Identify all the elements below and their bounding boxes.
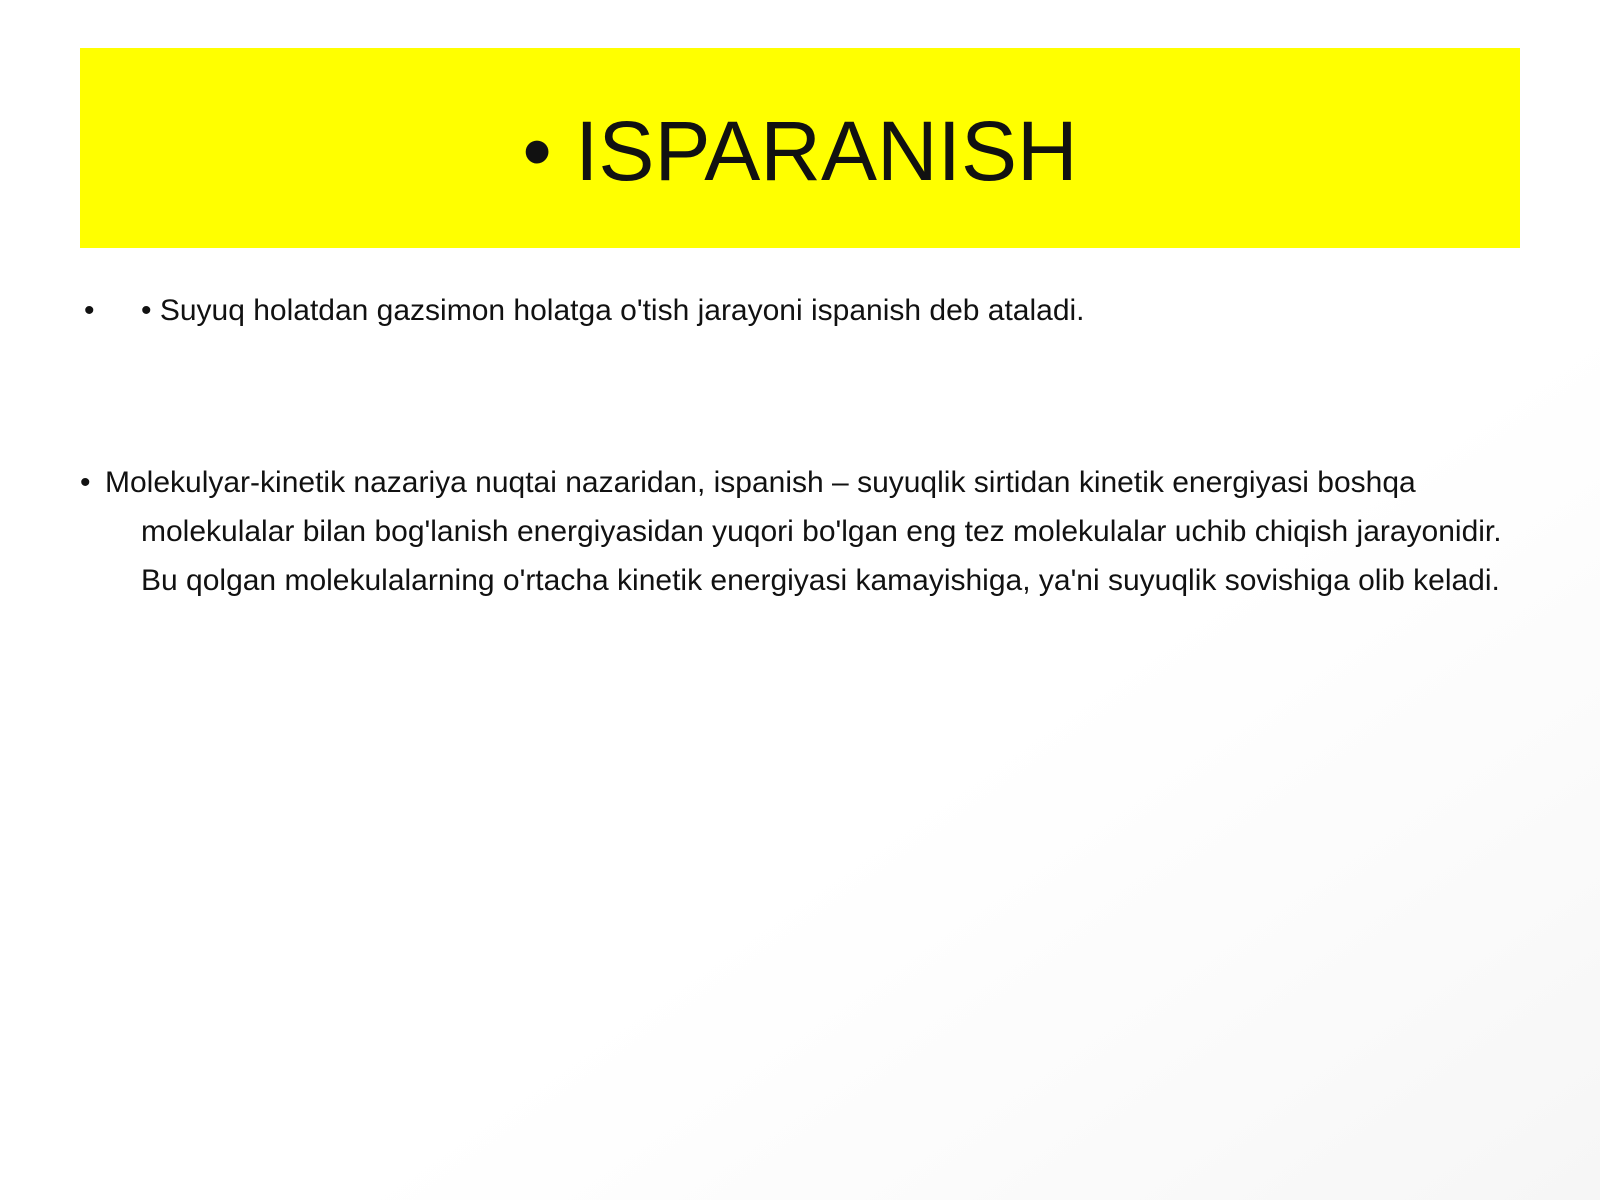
- slide-title: • ISPARANISH: [522, 104, 1078, 198]
- title-banner: [80, 48, 1520, 248]
- bullet-item-2: [80, 458, 1541, 605]
- bullet-text-2: Molekulyar-kinetik nazariya nuqtai nazaridan, ispanish – suyuqlik sirtidan kinetik energiyasi boshqa molekulalar bilan bog'lanish energiyasidan yuqori bo'lgan eng tez molekulalar uchib chiqish jarayonidir. Bu qolgan molekulalarning o'rtacha kinetik energiyasi kamayishiga, ya'ni suyuqlik sovishiga olib keladi.: [105, 466, 1502, 597]
- bullet-marker-2: •: [80, 466, 91, 499]
- slide-content: [80, 286, 1502, 605]
- bullet-text-1: • Suyuq holatdan gazsimon holatga o'tish jarayoni ispanish deb ataladi.: [141, 294, 1085, 327]
- bullet-marker-outer: •: [84, 294, 95, 327]
- content-spacer: [80, 335, 1490, 458]
- bullet-item-1: [80, 286, 1490, 335]
